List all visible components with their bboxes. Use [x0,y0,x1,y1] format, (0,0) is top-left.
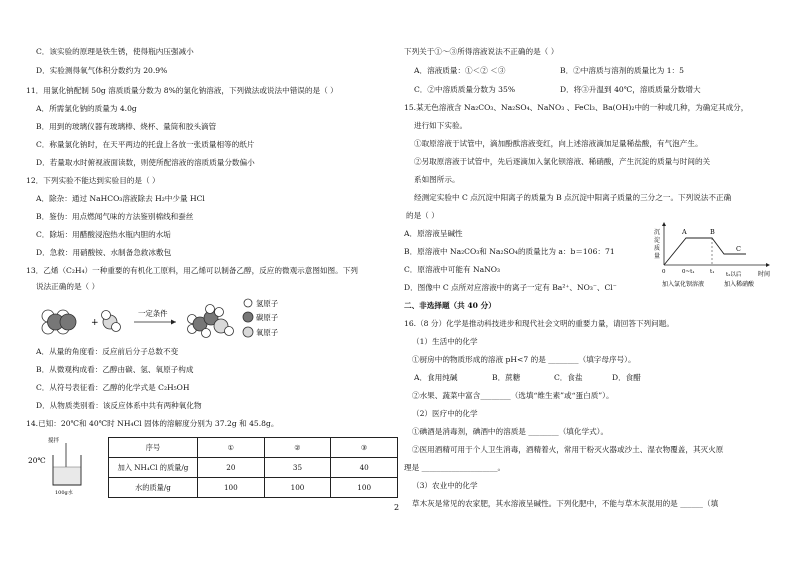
table-header: ② [264,438,331,458]
ethylene-molecule [42,310,76,334]
q13-option-d: D．从物质类别看：该反应体系中共有两种氧化物 [36,401,202,410]
q14-cont-stem: 下列关于①～③所得溶液说法不正确的是（ ） [404,47,559,56]
q14-option-c: C．②中溶质质量分数为 35% [414,85,516,94]
q16-stem: 16.（8 分）化学是推动科技进步和现代社会文明的重要力量，请回答下列问题。 [404,319,674,328]
q16-s3-q1: 草木灰是常见的农家肥，其水溶液呈碱性。下列化肥中，不能与草木灰混用的是 ______（填 [412,499,719,508]
carbon-atom-icon [243,312,253,322]
table-cell: 40 [331,458,398,478]
q16-section3: （3）农业中的化学 [412,481,478,490]
ethanol-molecule [188,305,234,338]
reaction-condition: 一定条件 [138,309,168,318]
y-axis-arrow-icon [662,222,666,226]
q15-option-a: A．原溶液呈碱性 [404,229,463,238]
q16-s1-option-c: C．食盐 [554,373,583,382]
oxygen-atom-icon [243,327,253,337]
q14-stem: 14.已知：20℃和 40℃时 NH₄Cl 固体的溶解度分别为 37.2g 和 45.8g。 [26,419,279,428]
q13-option-c: C．从符号表征看：乙醇的化学式是 C₂H₅OH [36,383,190,392]
y-axis-label-4: 量 [654,253,661,260]
q15-option-c: C．原溶液中可能有 NaNO₃ [404,265,501,274]
q12-option-d: D．急救：用硝酸铵、水制备急救冰敷包 [36,248,172,257]
q14-option-d: D．将③升温到 40℃，溶质质量分数增大 [560,85,701,94]
q16-section2: （2）医疗中的化学 [412,409,478,418]
x-axis-label: 时间 [758,271,771,278]
water-amount-label: 100g水 [55,490,73,496]
q16-s2-q1: ①碘酒是消毒剂，碘酒中的溶质是 ________（填化学式）。 [412,427,609,436]
q15-step2-line1: ②另取原溶液于试管中，先后逐滴加入氯化钡溶液、稀硝酸，产生沉淀的质量与时间的关 [414,157,711,166]
stir-label: 搅拌 [48,438,60,444]
part2-title: 二、非选择题（共 40 分） [404,301,496,310]
q14-table [108,437,398,498]
q11-option-d: D．若量取水时俯视液面读数，则使所配溶液的溶质质量分数偏小 [36,158,255,167]
q15-step2-line2: 系如图所示。 [414,175,460,184]
table-cell: 水的质量/g [109,478,198,498]
q13-reaction-diagram [26,296,326,342]
q12-stem: 12．下列实验不能达到实验目的是（ ） [26,176,160,185]
q16-section1: （1）生活中的化学 [412,337,478,346]
temperature-label: 20℃ [28,456,46,465]
arrow-head-icon [171,320,176,325]
q15-step1: ①取原溶液于试管中，滴加酚酞溶液变红，向上述溶液滴加足量稀盐酸，有气泡产生。 [414,139,703,148]
q16-s2-q2-line2: 理是 ____________________。 [404,463,506,472]
q16-s1-q1: ①厨房中的物质形成的溶液 pH<7 的是 ________（填字母序号）。 [412,355,636,364]
table-header: ① [198,438,265,458]
water-fill [54,467,81,485]
legend-carbon: 碳原子 [256,313,279,322]
x-tick-t1: t₁ [710,269,715,275]
table-cell: 20 [198,458,265,478]
q13-stem-line1: 13．乙烯（C₂H₄）一种重要的有机化工原料，用乙烯可以制备乙醇，反应的微观示意图如图。下列 [26,266,358,275]
q15-stem-line2: 进行如下实验。 [414,121,468,130]
q11-option-a: A．所需氯化钠的质量为 4.0g [36,104,137,113]
q10-option-d: D．实验测得氧气体积分数约为 20.9% [36,66,168,75]
q14-option-b: B．②中溶质与溶剂的质量比为 1：5 [560,66,684,75]
graph-label-bacl2: 加入氯化钡溶液 [662,281,705,288]
hydrogen-atom-icon [244,299,252,307]
y-axis-label-3: 质 [654,245,661,252]
q11-option-c: C．称量氯化钠时，在天平两边的托盘上各放一张质量相等的纸片 [36,140,255,149]
x-axis-arrow-icon [766,263,770,267]
atom-legend [243,299,279,337]
x-tick-0-t1: 0~t₁ [682,269,695,275]
page-number: 2 [394,503,400,512]
x-tick-t2-after: t₂以后 [726,272,742,278]
q11-option-b: B．用到的玻璃仪器有玻璃棒、烧杯、量筒和胶头滴管 [36,122,217,131]
graph-label-hno3: 加入稀硝酸 [724,281,755,288]
table-row [109,438,398,458]
q16-s1-option-d: D．食醋 [612,373,641,382]
table-header: ③ [331,438,398,458]
table-row [109,458,398,478]
q14-beaker-figure [26,433,106,497]
q10-option-c: C．该实验的原理是铁生锈，使得瓶内压强减小 [36,47,194,56]
q16-s2-q2-line1: ②医用酒精可用于个人卫生消毒，酒精着火，常用干粉灭火器或沙土、湿衣物覆盖，其灭火原 [412,445,724,454]
y-axis-label-1: 沉 [654,229,661,236]
table-cell: 100 [264,478,331,498]
q16-s1-option-a: A．食用纯碱 [414,373,458,382]
point-c-label: C [736,245,741,253]
q14-option-a: A．溶液质量：①＜② ＜③ [414,66,506,75]
q12-option-b: B．鉴伪：用点燃闻气味的方法鉴别棉线和蚕丝 [36,212,194,221]
x-tick-0: 0 [662,269,666,275]
q12-option-a: A．除杂：通过 NaHCO₃溶液除去 H₂中少量 HCl [36,194,205,203]
q16-s1-option-b: B．蔗糖 [492,373,521,382]
q15-info-line1: 经测定实验中 C 点沉淀中阳离子的质量为 B 点沉淀中阳离子质量的三分之一。下列说法不正确 [414,193,732,202]
precipitate-curve [664,238,746,265]
q15-precipitate-graph [652,220,782,296]
q15-stem-line1: 15.某无色溶液含 Na₂CO₃、Na₂SO₄、NaNO₃ 、FeCl₃、Ba(OH)₂中的一种或几种，为确定其成分， [404,103,749,112]
q15-option-b: B．原溶液中 Na₂CO₃和 Na₂SO₄的质量比为 a：b＝106：71 [404,247,615,256]
q16-s1-q2: ②水果、蔬菜中富含________（选填“维生素”或“蛋白质”）。 [412,391,614,400]
table-cell: 35 [264,458,331,478]
table-header: 序号 [109,438,198,458]
plus-sign: + [91,318,99,328]
q15-option-d: D．图像中 C 点所对应溶液中的离子一定有 Ba²⁺、NO₃⁻、Cl⁻ [404,283,617,292]
point-b-label: B [710,228,715,236]
q13-stem-line2: 说法正确的是（ ） [36,282,100,291]
q15-info-line2: 的是（ ） [406,211,439,220]
legend-oxygen: 氧原子 [256,328,279,337]
point-a-label: A [682,228,687,236]
table-cell: 100 [331,478,398,498]
y-axis-label-2: 淀 [654,237,661,244]
q13-option-b: B．从微观构成看：乙醇由碳、氢、氧原子构成 [36,365,194,374]
water-molecule [102,311,121,332]
legend-hydrogen: 氢原子 [256,299,279,308]
q11-stem: 11．用氯化钠配制 50g 溶质质量分数为 8%的氯化钠溶液，下列做法或说法中错误的是（ ） [26,86,338,95]
table-cell: 加入 NH₄Cl 的质量/g [109,458,198,478]
q12-option-c: C．除垢：用醋酸浸泡热水瓶内胆的水垢 [36,230,171,239]
table-row [109,478,398,498]
table-cell: 100 [198,478,265,498]
q13-option-a: A．从量的角度看：反应前后分子总数不变 [36,347,179,356]
